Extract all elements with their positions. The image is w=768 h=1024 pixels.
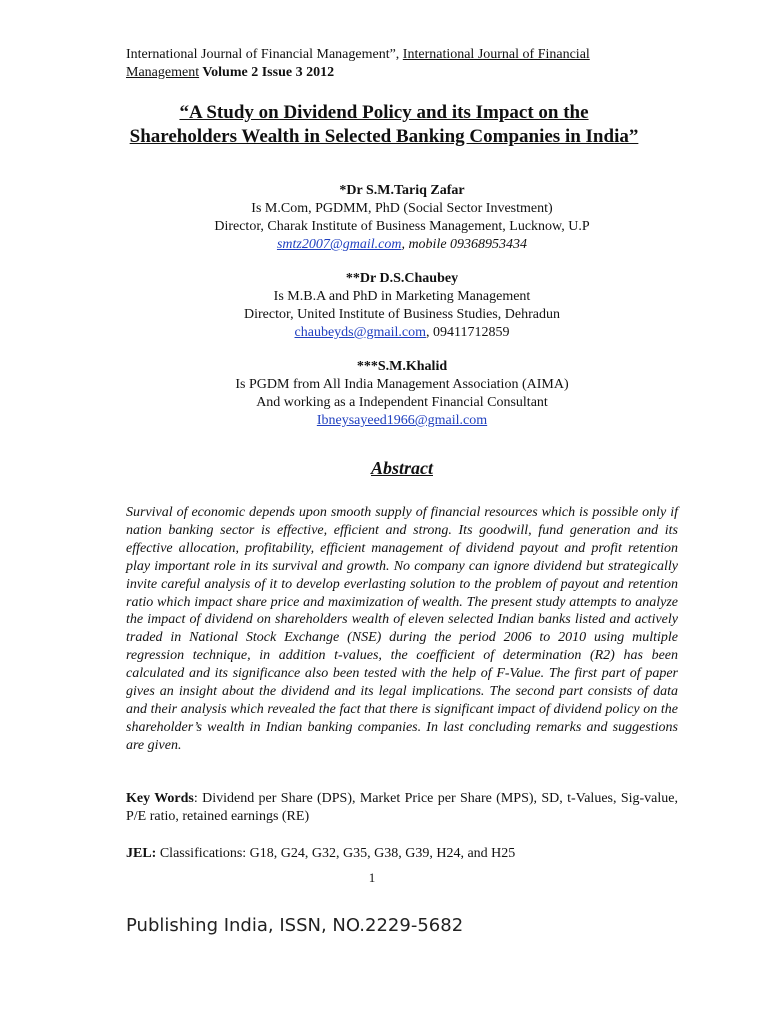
abstract-body: Survival of economic depends upon smooth supply of financial resources which is possible only if nation banking sector is effective, efficient and strong. Its goodwill, fund generation and its effective allocation, profitability, efficient management of dividend payout and profit retention play important role in its survival and growth. No company can ignore dividend but strategically invite careful analysis of it to develop everlasting solution to the problem of payout and retention ratio which impact share price and maximization of wealth. The present study attempts to analyze the impact of dividend on shareholders wealth of eleven selected Indian banks listed and actively traded in National Stock Exchange (NSE) during the period 2006 to 2010 using multiple regression technique, in addition t-values, the coefficient of determination (R2) has been calculated and its significance also been tested with the help of F-Value. The first part of paper gives an insight about the dividend and its legal implications. The second part consists of data and their analysis which revealed the fact that there is significant impact of dividend policy on the shareholder’s wealth in Indian banking companies. In last concluding remarks and suggestions are given.	[126, 505, 678, 753]
author-name: ***S.M.Khalid	[356, 359, 448, 374]
author-qualification: Is M.Com, PGDMM, PhD (Social Sector Investment)	[251, 201, 553, 216]
author-block	[126, 182, 678, 254]
author-contact: , mobile 09368953434	[401, 237, 528, 252]
author-email-link[interactable]: smtz2007@gmail.com	[276, 237, 402, 252]
jel-classification	[126, 845, 678, 863]
jel-label: JEL:	[126, 846, 157, 861]
author-name: **Dr D.S.Chaubey	[345, 271, 459, 286]
author-contact: , 09411712859	[425, 325, 510, 340]
keywords	[126, 790, 678, 826]
author-list	[126, 182, 678, 446]
header-journal-text: International Journal of Financial Management”,	[126, 47, 403, 62]
header-journal-link: International Journal of Financial	[402, 47, 590, 62]
header-volume-issue: Volume 2 Issue 3	[199, 65, 303, 80]
title-line-2: Shareholders Wealth in Selected Banking Companies in India”	[129, 126, 639, 147]
author-affiliation: Director, United Institute of Business Studies, Dehradun	[244, 307, 560, 322]
author-affiliation: And working as a Independent Financial Consultant	[256, 395, 548, 410]
header-year: 2012	[302, 65, 335, 80]
abstract-heading: Abstract	[370, 458, 433, 478]
author-qualification: Is M.B.A and PhD in Marketing Management	[273, 289, 531, 304]
publisher-footer: Publishing India, ISSN, NO.2229-5682	[126, 915, 464, 936]
keywords-label: Key Words	[126, 791, 194, 806]
jel-text: Classifications: G18, G24, G32, G35, G38, G39, H24, and H25	[156, 846, 516, 861]
author-block	[126, 270, 678, 342]
title-line-1: “A Study on Dividend Policy and its Impact on the	[179, 102, 589, 123]
author-block	[126, 358, 678, 430]
author-email-link[interactable]: Ibneysayeed1966@gmail.com	[316, 413, 488, 428]
author-affiliation: Director, Charak Institute of Business Management, Lucknow, U.P	[214, 219, 590, 234]
header-management-text: Management	[126, 65, 200, 80]
paper-title	[90, 101, 678, 149]
author-qualification: Is PGDM from All India Management Association (AIMA)	[235, 377, 569, 392]
author-email-link[interactable]: chaubeyds@gmail.com	[294, 325, 426, 340]
journal-header	[126, 46, 646, 82]
keywords-text: : Dividend per Share (DPS), Market Price per Share (MPS), SD, t-Values, Sig-value, P/E ratio, retained earnings (RE)	[126, 791, 678, 824]
author-name: *Dr S.M.Tariq Zafar	[339, 183, 465, 198]
page-number: 1	[368, 870, 376, 885]
